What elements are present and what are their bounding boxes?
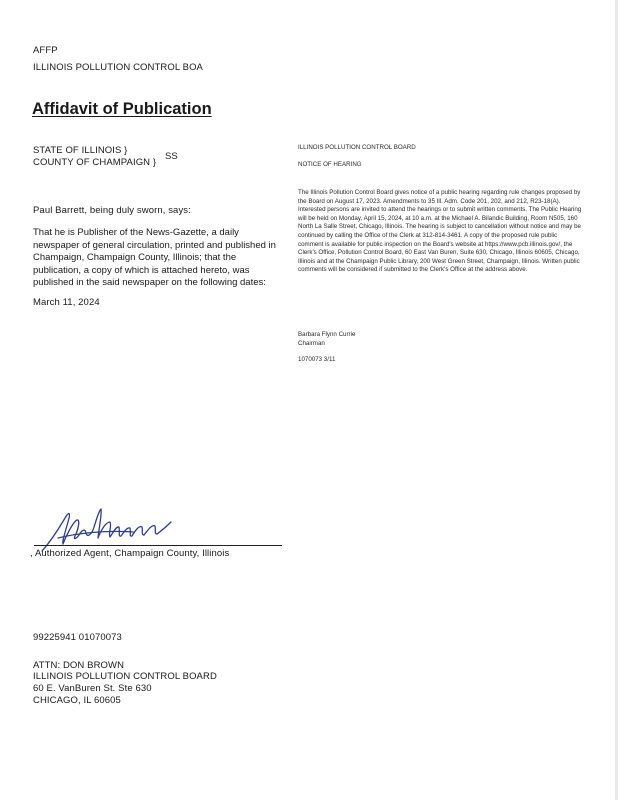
notice-reference: 1070073 3/11 [298, 356, 336, 363]
sworn-statement: Paul Barrett, being duly sworn, says: [33, 205, 191, 216]
notice-signer-title: Chairman [298, 340, 325, 347]
header-code: AFFP [33, 45, 58, 56]
ss-mark: SS [165, 151, 178, 162]
notice-signer: Barbara Flynn Currie [298, 331, 356, 338]
header-organization: ILLINOIS POLLUTION CONTROL BOA [33, 62, 203, 73]
county-line: COUNTY OF CHAMPAIGN } [33, 157, 157, 168]
signature-caption: , Authorized Agent, Champaign County, Illinois [30, 548, 230, 559]
affidavit-body: That he is Publisher of the News-Gazette, a daily newspaper of general circulation, printed and published in Champaign, Champaign County, Illinois; that the publication, a copy of which is attached hereto, was published in the said newspaper on the following dates: [33, 227, 276, 288]
signature-line [34, 545, 282, 546]
publication-date: March 11, 2024 [33, 297, 100, 308]
notice-board-name: ILLINOIS POLLUTION CONTROL BOARD [298, 144, 416, 151]
notice-body: The Illinois Pollution Control Board gives notice of a public hearing regarding rule changes proposed by the Board on August 17, 2023. Amendments to 35 Ill. Adm. Code 201, 202, and 212, R23-18(A). Interested persons are invited to attend the hearings or to submit written comments. The Public Hearing will be held on Monday, April 15, 2024, at 10 a.m. at the Michael A. Bilandic Building, Room N505, 160 North La Salle Street, Chicago, Illinois. The hearing is subject to cancellation without notice and may be continued by calling the Office of the Clerk at 312-814-3461. A copy of the proposed rule public comment is available for public inspection on the Board's website at https://www.pcb.illinois.gov/, the Clerk's Office, Pollution Control Board, 60 East Van Buren, Suite 630, Chicago, Illinois 60605, Chicago, Illinois and at the Champaign Public Library, 200 West Green Street, Champaign, Illinois. Written public comments will be considered if submitted to the Clerk's Office at the address above. [298, 189, 582, 274]
page-title: Affidavit of Publication [32, 100, 212, 118]
signature-image [38, 500, 178, 555]
address-city: CHICAGO, IL 60605 [33, 695, 121, 706]
attention-line: ATTN: DON BROWN [33, 660, 125, 671]
notice-heading: NOTICE OF HEARING [298, 161, 362, 168]
account-ids: 99225941 01070073 [33, 632, 122, 643]
address-street: 60 E. VanBuren St. Ste 630 [33, 683, 152, 694]
state-line: STATE OF ILLINOIS } [33, 145, 128, 156]
address-organization: ILLINOIS POLLUTION CONTROL BOARD [33, 671, 217, 682]
